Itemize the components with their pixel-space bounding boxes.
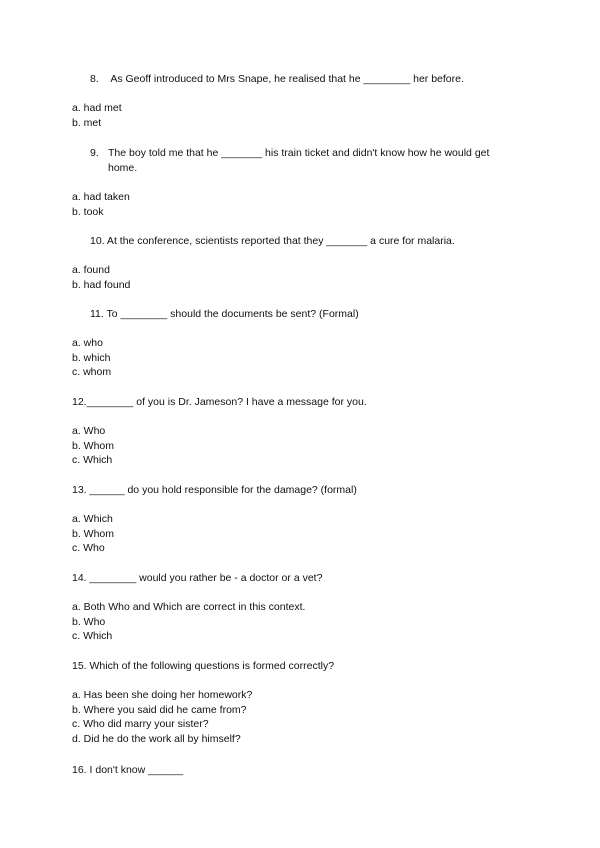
options-12 [72, 424, 114, 468]
option: b. had found [72, 278, 131, 291]
question-11 [90, 307, 359, 322]
option: a. Which [72, 513, 113, 525]
question-text: 14. ________ would you rather be - a doctor or a vet? [72, 572, 323, 584]
question-text: 12.________ of you is Dr. Jameson? I have a message for you. [72, 396, 367, 408]
option: b. met [72, 116, 102, 129]
option: a. had met [72, 102, 122, 114]
question-text: 15. Which of the following questions is formed correctly? [72, 660, 335, 672]
question-9 [90, 146, 520, 176]
question-13 [72, 483, 357, 498]
question-text: The boy told me that he _______ his train ticket and didn't know how he would get home. [108, 147, 490, 174]
option: c. Who [72, 542, 105, 555]
question-16 [72, 763, 183, 778]
option: a. found [72, 264, 110, 276]
question-text: 16. I don't know ______ [72, 764, 184, 776]
question-12 [72, 395, 367, 410]
option: b. which [72, 351, 111, 364]
options-15 [72, 688, 252, 746]
option: c. Who did marry your sister? [72, 718, 209, 731]
options-13 [72, 512, 114, 556]
options-8 [72, 101, 122, 130]
option: b. Whom [72, 527, 115, 540]
option: a. who [72, 337, 103, 349]
options-14 [72, 600, 305, 644]
question-14 [72, 571, 322, 586]
option: b. took [72, 205, 104, 218]
option: a. Both Who and Which are correct in this context. [72, 601, 306, 613]
option: d. Did he do the work all by himself? [72, 732, 241, 745]
question-10 [90, 234, 455, 249]
option: b. Who [72, 615, 106, 628]
options-9 [72, 190, 130, 219]
option: c. Which [72, 630, 113, 643]
question-15 [72, 659, 334, 674]
option: b. Whom [72, 439, 115, 452]
options-11 [72, 336, 111, 380]
question-number: 8. [90, 73, 99, 85]
question-text: 10. At the conference, scientists reported that they _______ a cure for malaria. [90, 235, 455, 247]
option: b. Where you said did he came from? [72, 703, 247, 716]
question-number: 9. [90, 147, 99, 159]
option: c. whom [72, 366, 112, 379]
question-text: As Geoff introduced to Mrs Snape, he realised that he ________ her before. [110, 73, 464, 85]
option: a. had taken [72, 191, 130, 203]
question-text: 13. ______ do you hold responsible for the damage? (formal) [72, 484, 357, 496]
option: a. Who [72, 425, 106, 437]
options-10 [72, 263, 130, 292]
question-text: 11. To ________ should the documents be sent? (Formal) [90, 308, 359, 320]
option: a. Has been she doing her homework? [72, 689, 253, 701]
option: c. Which [72, 454, 113, 467]
question-8 [90, 72, 464, 87]
